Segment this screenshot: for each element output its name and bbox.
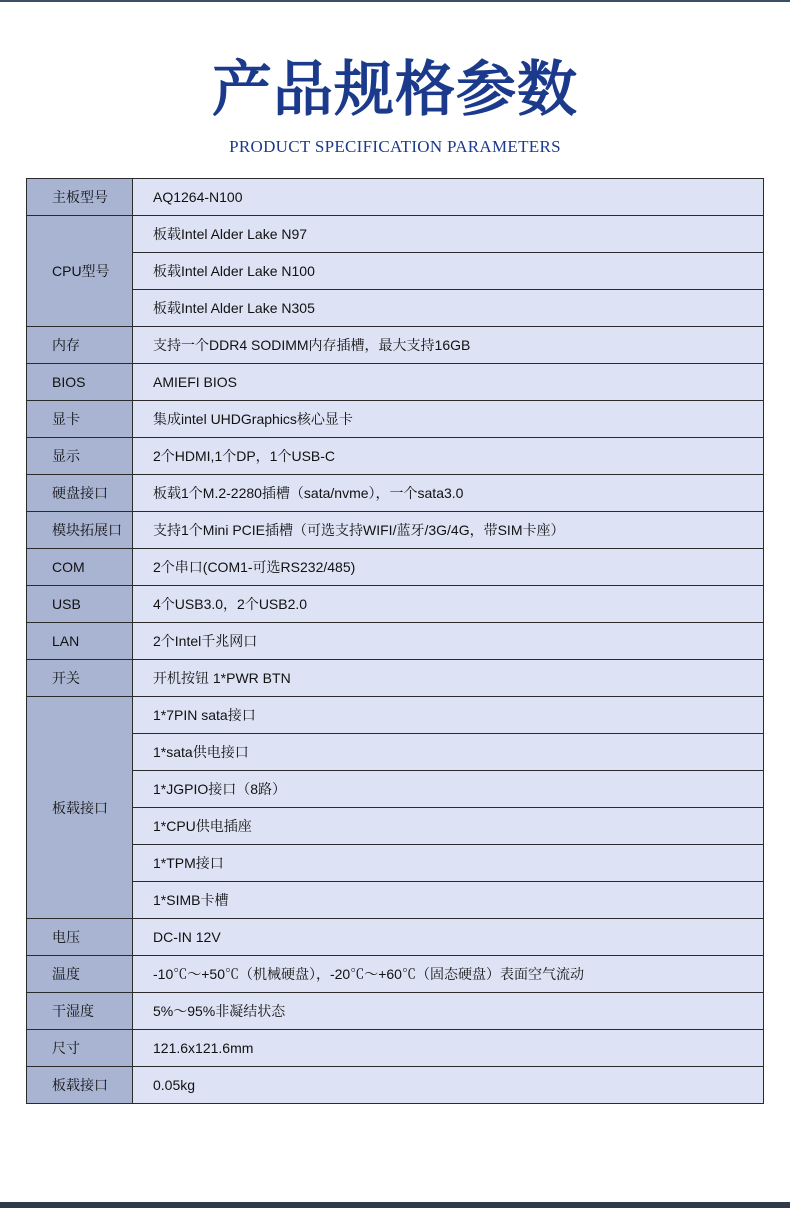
spec-row: [27, 919, 764, 956]
spec-label: 主板型号: [27, 179, 133, 216]
spec-row: [27, 1067, 764, 1104]
spec-value: 支持1个Mini PCIE插槽（可选支持WIFI/蓝牙/3G/4G，带SIM卡座）: [133, 512, 764, 549]
spec-row: [27, 771, 764, 808]
spec-value: 2个串口(COM1-可选RS232/485): [133, 549, 764, 586]
spec-label: 显卡: [27, 401, 133, 438]
spec-row: [27, 845, 764, 882]
spec-label: USB: [27, 586, 133, 623]
top-border: [0, 0, 790, 2]
spec-table: [26, 178, 764, 1104]
spec-label: 电压: [27, 919, 133, 956]
spec-row: [27, 993, 764, 1030]
spec-row: [27, 179, 764, 216]
spec-value: AQ1264-N100: [133, 179, 764, 216]
spec-row: [27, 956, 764, 993]
spec-label: 硬盘接口: [27, 475, 133, 512]
spec-row: [27, 364, 764, 401]
page-title: 产品规格参数: [212, 55, 578, 125]
bottom-border: [0, 1202, 790, 1208]
spec-label: COM: [27, 549, 133, 586]
spec-value: 4个USB3.0，2个USB2.0: [133, 586, 764, 623]
spec-row: [27, 216, 764, 253]
spec-row: [27, 1030, 764, 1067]
spec-row: [27, 475, 764, 512]
spec-row: [27, 623, 764, 660]
spec-value: 板载1个M.2-2280插槽（sata/nvme），一个sata3.0: [133, 475, 764, 512]
spec-row: [27, 882, 764, 919]
spec-value: 板载Intel Alder Lake N100: [133, 253, 764, 290]
spec-row: [27, 549, 764, 586]
spec-label: 板载接口: [27, 1067, 133, 1104]
spec-row: [27, 734, 764, 771]
spec-value: 1*CPU供电插座: [133, 808, 764, 845]
spec-row: [27, 697, 764, 734]
spec-row: [27, 808, 764, 845]
spec-row: [27, 512, 764, 549]
spec-label: 模块拓展口: [27, 512, 133, 549]
spec-value: 开机按钮 1*PWR BTN: [133, 660, 764, 697]
spec-value: 支持一个DDR4 SODIMM内存插槽，最大支持16GB: [133, 327, 764, 364]
spec-table-body: [27, 179, 764, 1104]
spec-row: [27, 660, 764, 697]
spec-value: 板载Intel Alder Lake N305: [133, 290, 764, 327]
spec-value: DC-IN 12V: [133, 919, 764, 956]
spec-value: 1*7PIN sata接口: [133, 697, 764, 734]
spec-value: 1*sata供电接口: [133, 734, 764, 771]
spec-label: 干湿度: [27, 993, 133, 1030]
spec-row: [27, 327, 764, 364]
spec-label: 尺寸: [27, 1030, 133, 1067]
spec-row: [27, 401, 764, 438]
page-subtitle: PRODUCT SPECIFICATION PARAMETERS: [229, 137, 561, 156]
spec-label: LAN: [27, 623, 133, 660]
spec-value: 1*JGPIO接口（8路）: [133, 771, 764, 808]
spec-label: CPU型号: [27, 216, 133, 327]
spec-row: [27, 253, 764, 290]
spec-value: 5%～95%非凝结状态: [133, 993, 764, 1030]
spec-value: 集成intel UHDGraphics核心显卡: [133, 401, 764, 438]
spec-row: [27, 586, 764, 623]
spec-value: -10℃～+50℃（机械硬盘），-20℃～+60℃（固态硬盘）表面空气流动: [133, 956, 764, 993]
spec-value: 1*TPM接口: [133, 845, 764, 882]
spec-value: 2个Intel千兆网口: [133, 623, 764, 660]
spec-row: [27, 290, 764, 327]
spec-label: 显示: [27, 438, 133, 475]
spec-label: BIOS: [27, 364, 133, 401]
spec-row: [27, 438, 764, 475]
spec-label: 开关: [27, 660, 133, 697]
spec-value: 板载Intel Alder Lake N97: [133, 216, 764, 253]
spec-label: 温度: [27, 956, 133, 993]
spec-label: 内存: [27, 327, 133, 364]
spec-value: 0.05kg: [133, 1067, 764, 1104]
spec-value: 2个HDMI,1个DP，1个USB-C: [133, 438, 764, 475]
spec-value: 121.6x121.6mm: [133, 1030, 764, 1067]
spec-label: 板载接口: [27, 697, 133, 919]
spec-value: AMIEFI BIOS: [133, 364, 764, 401]
spec-value: 1*SIMB卡槽: [133, 882, 764, 919]
